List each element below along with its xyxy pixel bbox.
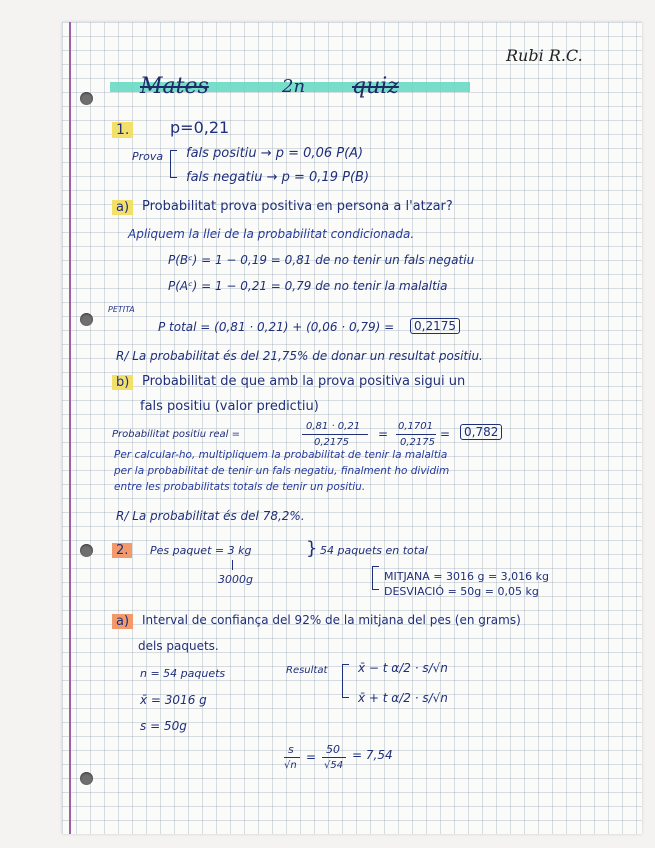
equals-sign: = [378,427,389,441]
resultat-label: Resultat [286,665,328,676]
ptotal-line: P total = (0,81 · 0,21) + (0,06 · 0,79) = [158,320,395,334]
binder-hole [80,313,93,326]
q1a-answer: R/ La probabilitat és del 21,75% de donar un resultat positiu. [116,349,483,363]
binder-hole [80,544,93,557]
petita-note: PETITA [108,305,135,314]
q1-p-value: p=0,21 [170,118,230,137]
q2-brace: } [306,538,318,559]
calc-explanation-3: entre les probabilitats totals de tenir un positiu. [114,481,366,493]
pes-paquet: Pes paquet = 3 kg [150,544,252,557]
frac2-denominator: 0,2175 [400,437,435,448]
stats-brace [372,566,379,590]
frac2-numerator: 0,1701 [398,421,433,432]
interval-brace [342,664,349,698]
binder-hole [80,772,93,785]
fals-negatiu: fals negatiu → p = 0,19 P(B) [186,170,370,185]
prova-label: Prova [132,150,164,163]
pac-line: P(Aᶜ) = 1 − 0,21 = 0,79 de no tenir la malaltia [168,279,448,293]
calc-explanation-2: per la probabilitat de tenir un fals negatiu, finalment ho dividim [114,465,450,477]
fals-positiu: fals positiu → p = 0,06 P(A) [186,146,364,161]
author-signature: Rubi R.C. [506,46,583,65]
q1a-label: a) [112,200,133,215]
frac1-numerator: 0,81 · 0,21 [306,421,361,432]
frac1-denominator: 0,2175 [314,437,349,448]
binder-hole [80,92,93,105]
s-value: s = 50g [140,719,187,733]
ptotal-result: 0,2175 [410,318,460,334]
q2-number: 2. [112,543,132,558]
margin-line [69,22,71,834]
se-numerator-value: 50 [326,743,340,756]
frac1-bar [302,434,368,435]
frac2-bar [396,434,436,435]
q1a-title: Probabilitat prova positiva en persona a l'atzar? [142,199,453,214]
se-bar-value [322,757,346,758]
se-result: = 7,54 [352,748,393,762]
apliquem-line: Apliquem la llei de la probabilitat condicionada. [128,227,415,241]
prova-brace [170,150,177,178]
title-word-mates: Mates [140,74,209,99]
title-word-2n: 2n [282,76,306,97]
q1b-result: 0,782 [460,424,502,440]
interval-upper: x̄ + t α/2 · s/√n [358,691,448,705]
q2a-label: a) [112,614,133,629]
xbar-value: x̄ = 3016 g [140,693,207,707]
se-denominator: √n [284,760,297,771]
total-paquets: 54 paquets en total [320,544,428,557]
q1b-answer: R/ La probabilitat és del 78,2%. [116,509,305,523]
calc-explanation-1: Per calcular-ho, multipliquem la probabilitat de tenir la malaltia [114,449,448,461]
mitjana-line: MITJANA = 3016 g = 3,016 kg [384,570,550,583]
desviacio-line: DESVIACIÓ = 50g = 0,05 kg [384,585,539,598]
q1b-title-line2: fals positiu (valor predictiu) [140,399,319,414]
conversion-arrow [232,560,233,570]
pes-grams: 3000g [218,573,253,586]
interval-lower: x̄ − t α/2 · s/√n [358,661,448,675]
q1b-label: b) [112,375,133,390]
n-value: n = 54 paquets [140,667,226,680]
se-equals: = [306,750,317,764]
equals-sign: = [440,427,451,441]
q2a-title-line1: Interval de confiança del 92% de la mitjana del pes (en grams) [142,613,521,627]
q1b-title-line1: Probabilitat de que amb la prova positiva sigui un [142,374,466,389]
q1-number: 1. [112,122,133,138]
se-denominator-value: √54 [324,760,344,771]
se-bar [284,757,300,758]
pbc-line: P(Bᶜ) = 1 − 0,19 = 0,81 de no tenir un fals negatiu [168,253,475,267]
q2a-title-line2: dels paquets. [138,639,219,653]
title-word-quiz: quiz [352,74,399,99]
se-numerator: s [288,743,294,756]
positiu-real-label: Probabilitat positiu real = [112,429,240,440]
